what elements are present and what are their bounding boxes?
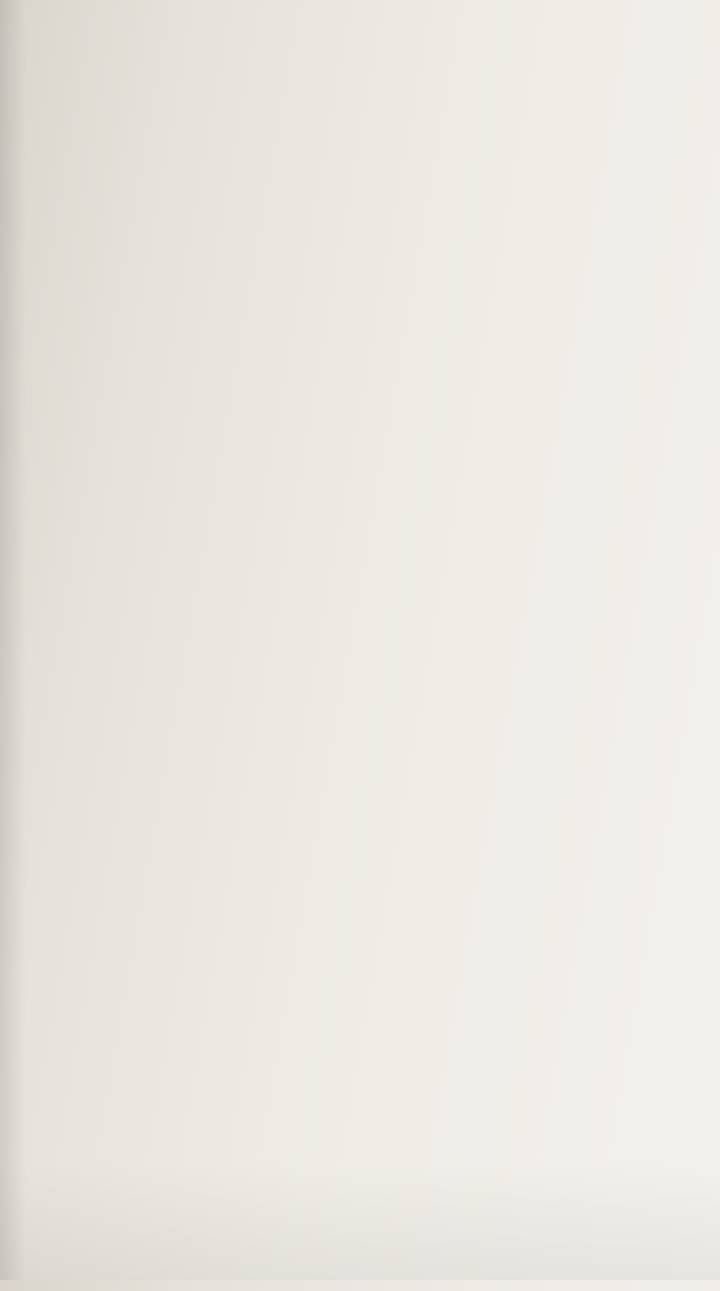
page-gutter-shadow [0,0,26,1280]
page-shadow [0,1160,720,1280]
textbook-page [18,0,720,1291]
